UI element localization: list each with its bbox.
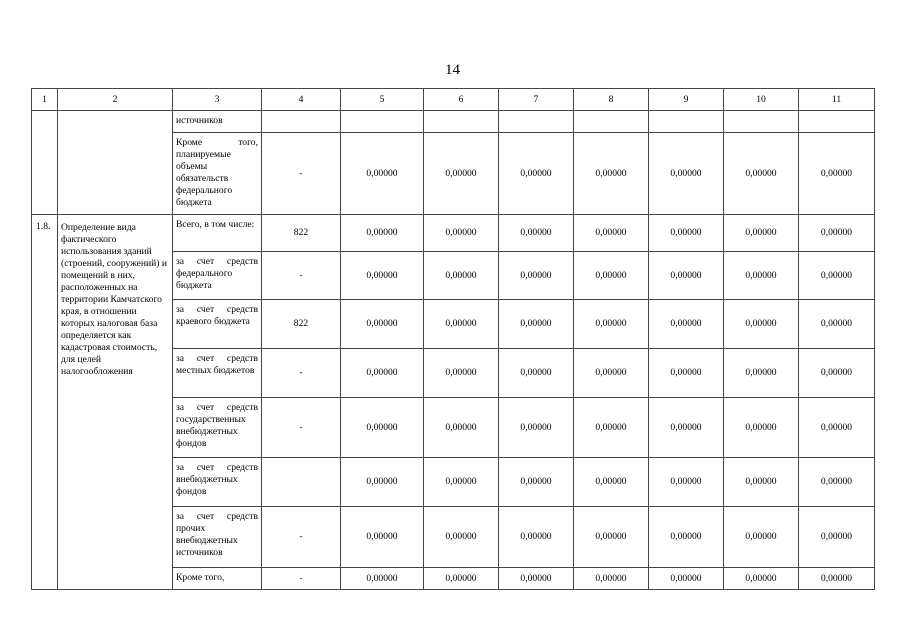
value-cell: 0,00000 — [574, 133, 649, 215]
value-cell: 0,00000 — [574, 252, 649, 300]
value-cell: 0,00000 — [649, 568, 724, 590]
value-cell: 0,00000 — [649, 133, 724, 215]
value-cell: 0,00000 — [499, 458, 574, 507]
value-cell: 0,00000 — [649, 398, 724, 458]
value-cell: 0,00000 — [724, 507, 799, 568]
value-cell: 0,00000 — [341, 568, 424, 590]
value-cell — [799, 111, 875, 133]
value-cell: 0,00000 — [649, 458, 724, 507]
source-label: за счет средств государственных внебюджетных фондов — [173, 398, 262, 458]
value-cell: 0,00000 — [799, 133, 875, 215]
number-cell — [32, 111, 58, 215]
value-cell: 0,00000 — [649, 300, 724, 349]
value-cell: 0,00000 — [499, 568, 574, 590]
value-cell: 0,00000 — [341, 133, 424, 215]
value-cell: 0,00000 — [574, 349, 649, 398]
source-label: за счет средств прочих внебюджетных источников — [173, 507, 262, 568]
value-cell: - — [262, 568, 341, 590]
value-cell: 0,00000 — [424, 349, 499, 398]
value-cell: 0,00000 — [574, 398, 649, 458]
value-cell — [424, 111, 499, 133]
value-cell: - — [262, 252, 341, 300]
value-cell: 0,00000 — [424, 252, 499, 300]
value-cell: 0,00000 — [649, 507, 724, 568]
value-cell: 0,00000 — [724, 568, 799, 590]
value-cell: 0,00000 — [574, 458, 649, 507]
source-label: за счет средств местных бюджетов — [173, 349, 262, 398]
value-cell: 0,00000 — [424, 507, 499, 568]
source-label: за счет средств краевого бюджета — [173, 300, 262, 349]
value-cell: 0,00000 — [799, 215, 875, 252]
value-cell: 0,00000 — [499, 215, 574, 252]
value-cell: 0,00000 — [499, 398, 574, 458]
value-cell: 0,00000 — [574, 215, 649, 252]
value-cell: 0,00000 — [424, 568, 499, 590]
source-label: источников — [173, 111, 262, 133]
value-cell: - — [262, 133, 341, 215]
value-cell: 0,00000 — [574, 300, 649, 349]
value-cell: 0,00000 — [499, 507, 574, 568]
header-cell: 1 — [32, 89, 58, 111]
value-cell: 0,00000 — [724, 458, 799, 507]
source-label: Кроме того, — [173, 568, 262, 590]
value-cell: 0,00000 — [341, 398, 424, 458]
value-cell: 0,00000 — [799, 458, 875, 507]
value-cell: 0,00000 — [341, 507, 424, 568]
header-cell: 6 — [424, 89, 499, 111]
header-cell: 4 — [262, 89, 341, 111]
value-cell — [574, 111, 649, 133]
source-label: за счет средств федерального бюджета — [173, 252, 262, 300]
value-cell: 0,00000 — [724, 349, 799, 398]
value-cell: 0,00000 — [424, 458, 499, 507]
value-cell: 0,00000 — [799, 252, 875, 300]
value-cell: - — [262, 507, 341, 568]
title-cell — [58, 111, 173, 215]
value-cell: 0,00000 — [649, 252, 724, 300]
value-cell: 0,00000 — [799, 507, 875, 568]
value-cell: 822 — [262, 300, 341, 349]
value-cell: 0,00000 — [499, 300, 574, 349]
value-cell — [262, 458, 341, 507]
value-cell: 822 — [262, 215, 341, 252]
value-cell: 0,00000 — [499, 133, 574, 215]
value-cell: 0,00000 — [424, 133, 499, 215]
table-row — [32, 215, 875, 252]
value-cell — [341, 111, 424, 133]
value-cell — [724, 111, 799, 133]
value-cell: 0,00000 — [724, 133, 799, 215]
section-title: Определение вида фактического использования зданий (строений, сооружений) и помещений в них, расположенных на территории Камчатского края, в отношении которых налоговая база определяется как кадастровая стоимость, для целей налогообложения — [58, 215, 173, 590]
value-cell: 0,00000 — [574, 568, 649, 590]
value-cell: 0,00000 — [499, 349, 574, 398]
header-cell: 8 — [574, 89, 649, 111]
value-cell: 0,00000 — [799, 349, 875, 398]
value-cell: 0,00000 — [649, 215, 724, 252]
value-cell: 0,00000 — [799, 300, 875, 349]
value-cell — [649, 111, 724, 133]
value-cell: - — [262, 349, 341, 398]
value-cell: 0,00000 — [424, 300, 499, 349]
value-cell: 0,00000 — [724, 215, 799, 252]
header-cell: 5 — [341, 89, 424, 111]
value-cell: 0,00000 — [724, 252, 799, 300]
value-cell: 0,00000 — [724, 300, 799, 349]
value-cell: 0,00000 — [799, 568, 875, 590]
header-cell: 11 — [799, 89, 875, 111]
value-cell: 0,00000 — [424, 398, 499, 458]
header-cell: 9 — [649, 89, 724, 111]
value-cell: 0,00000 — [341, 215, 424, 252]
value-cell: 0,00000 — [724, 398, 799, 458]
value-cell: 0,00000 — [649, 349, 724, 398]
value-cell: 0,00000 — [341, 349, 424, 398]
header-cell: 7 — [499, 89, 574, 111]
value-cell: 0,00000 — [341, 300, 424, 349]
value-cell — [262, 111, 341, 133]
value-cell: 0,00000 — [424, 215, 499, 252]
value-cell: - — [262, 398, 341, 458]
table-row — [32, 111, 875, 133]
value-cell: 0,00000 — [341, 252, 424, 300]
header-cell: 2 — [58, 89, 173, 111]
value-cell: 0,00000 — [574, 507, 649, 568]
value-cell — [499, 111, 574, 133]
header-cell: 10 — [724, 89, 799, 111]
source-label: Всего, в том числе: — [173, 215, 262, 252]
source-label: Кроме того, планируемые объемы обязательств федерального бюджета — [173, 133, 262, 215]
header-row — [32, 89, 875, 111]
section-number: 1.8. — [32, 215, 58, 590]
source-label: за счет средств внебюджетных фондов — [173, 458, 262, 507]
value-cell: 0,00000 — [499, 252, 574, 300]
header-cell: 3 — [173, 89, 262, 111]
budget-table — [31, 88, 875, 590]
value-cell: 0,00000 — [341, 458, 424, 507]
value-cell: 0,00000 — [799, 398, 875, 458]
page-number: 14 — [445, 62, 460, 78]
